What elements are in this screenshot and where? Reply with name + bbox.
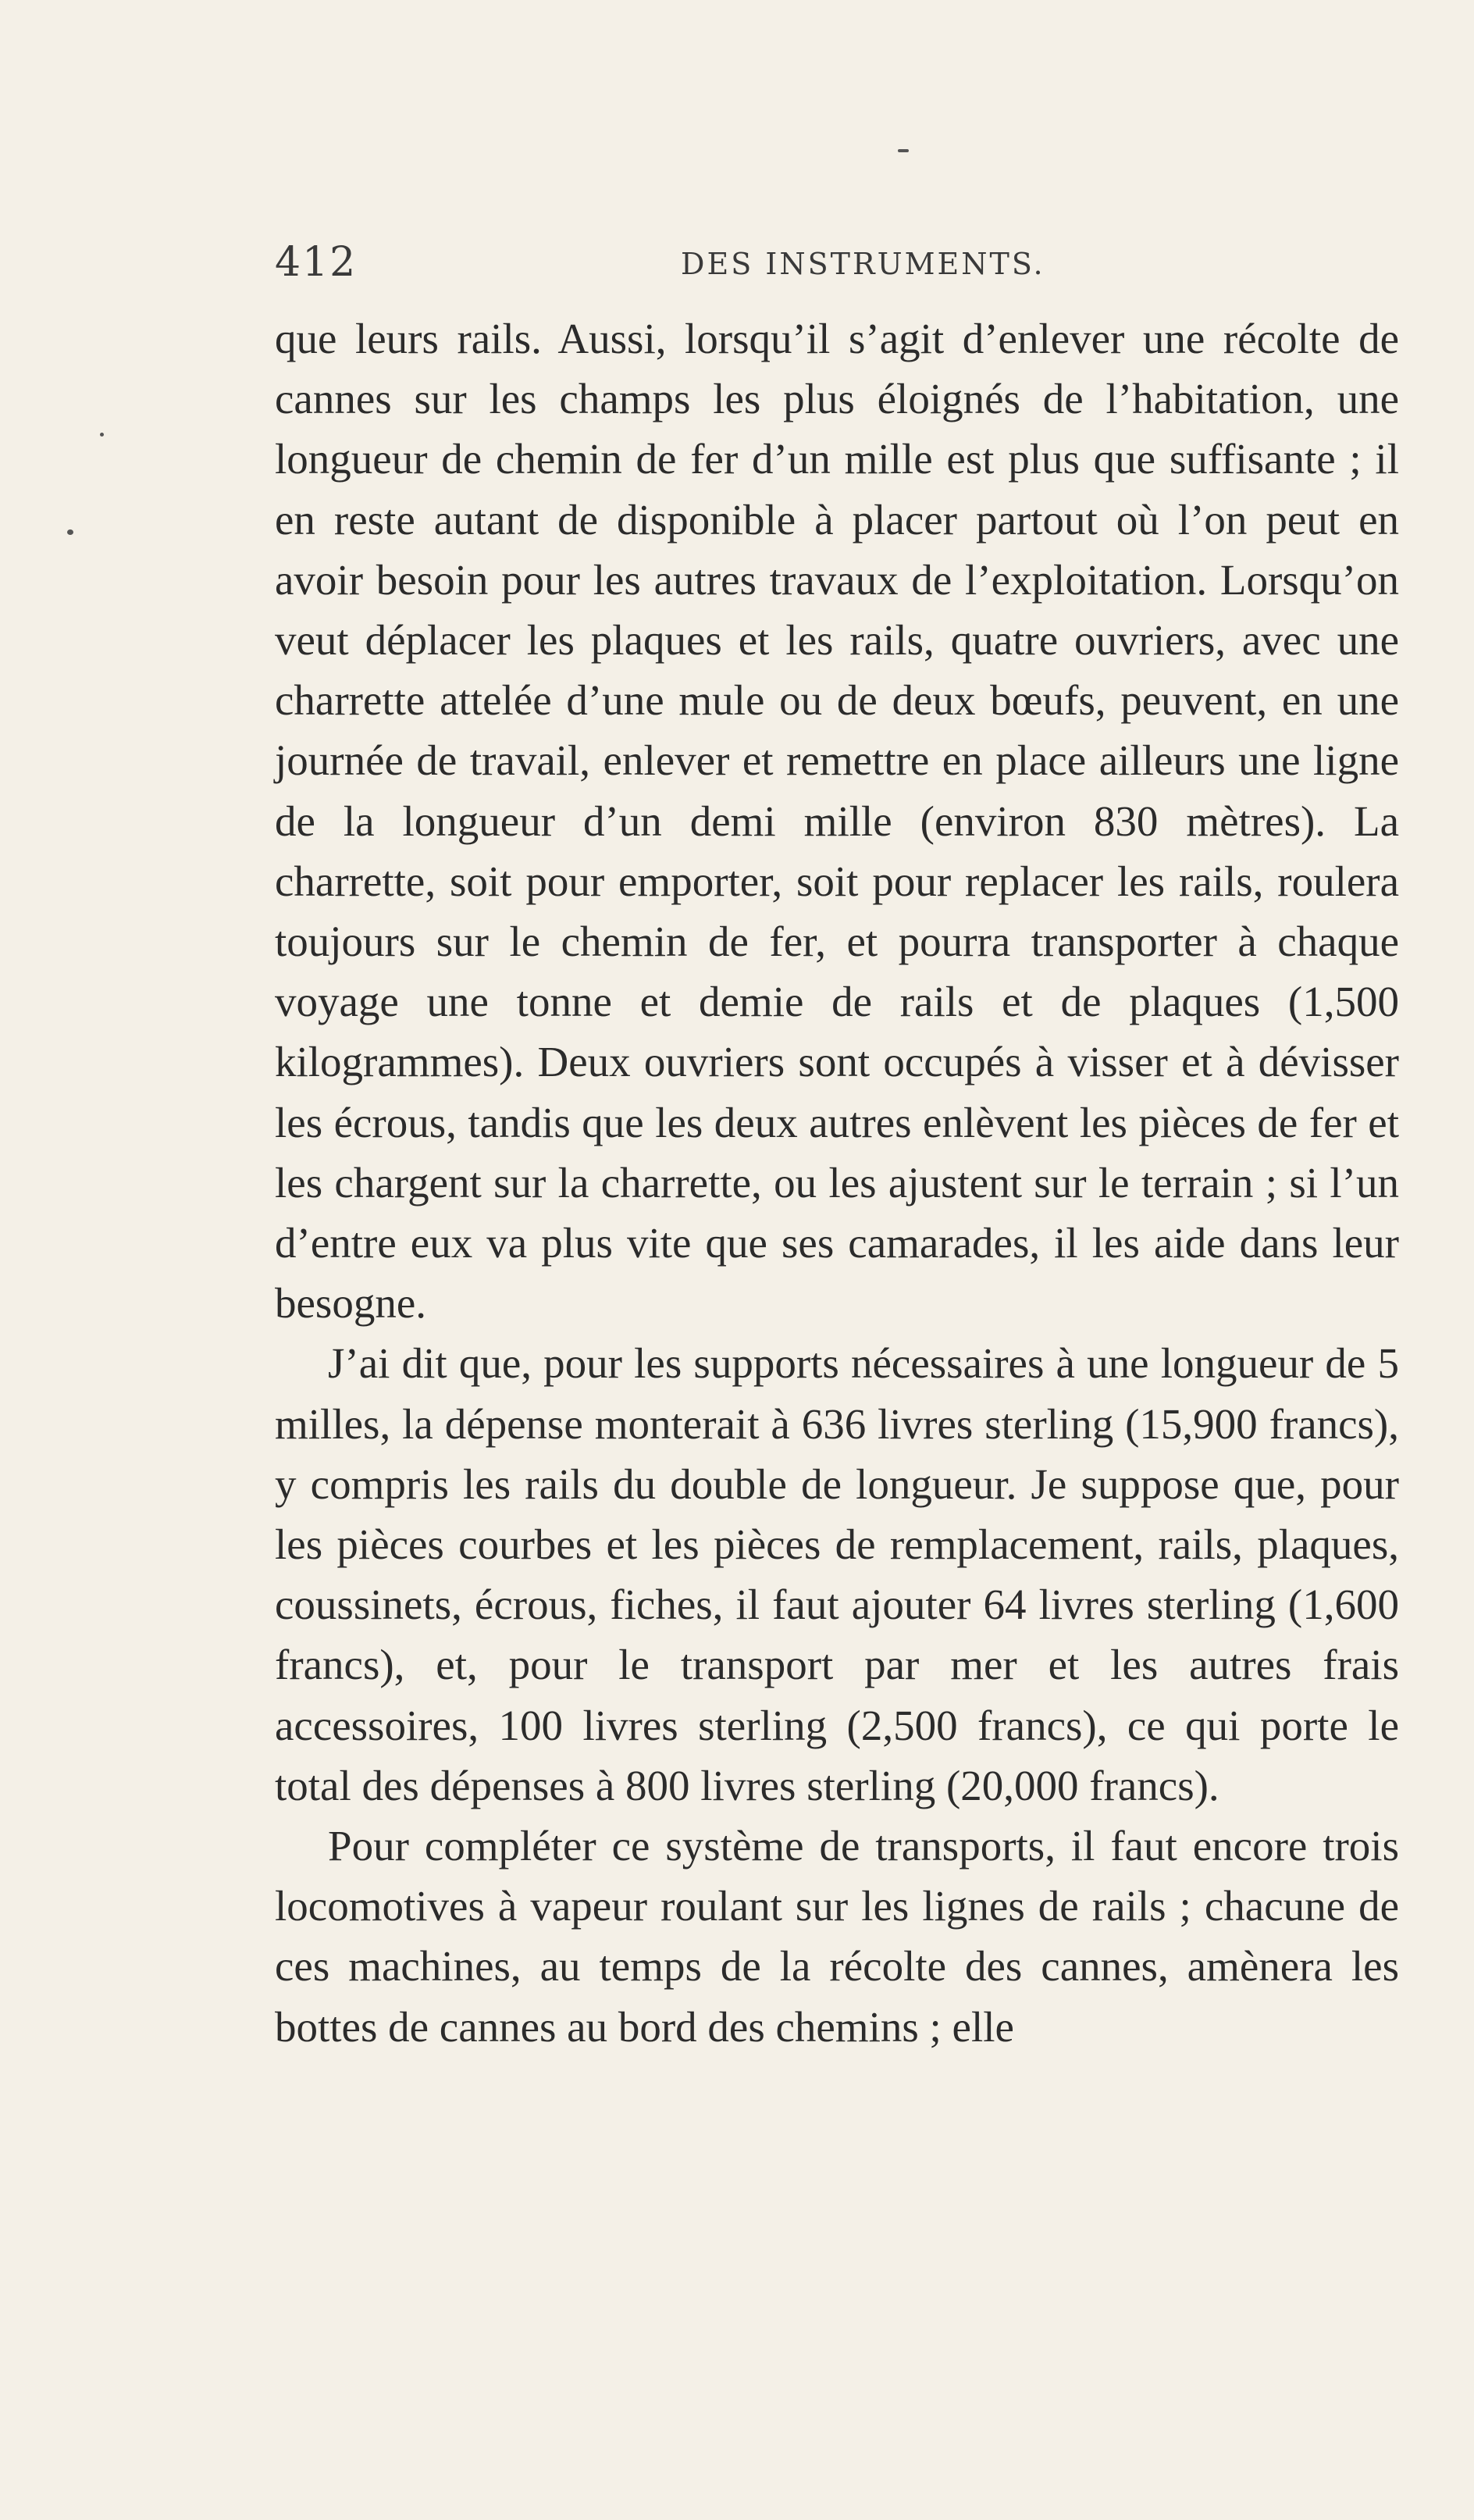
paragraph-locomotives: Pour compléter ce système de transports, il faut encore trois locomotives à vapeur roulant sur les lignes de rails ; chacune de ces machines, au temps de la récolte des cannes, amènera les bottes de cannes au bord des chemins ; elle	[275, 1822, 1399, 2051]
ink-speck	[898, 149, 909, 152]
running-head: DES INSTRUMENTS.	[681, 247, 1045, 281]
page-header	[275, 239, 1391, 294]
body-text	[275, 308, 1399, 2057]
paragraph-costs: J’ai dit que, pour les supports nécessaires à une longueur de 5 milles, la dépense monterait à 636 livres sterling (15,900 francs), y compris les rails du double de longueur. Je suppose que, pour les pièces courbes et les pièces de remplacement, rails, plaques, coussinets, écrous, fiches, il faut ajouter 64 livres sterling (1,600 francs), et, pour le transport par mer et les autres frais accessoires, 100 livres sterling (2,500 francs), ce qui porte le total des dépenses à 800 livres sterling (20,000 francs).	[275, 1339, 1399, 1809]
ink-speck	[67, 529, 73, 535]
page-number: 412	[275, 239, 358, 286]
ink-speck	[100, 433, 104, 437]
paragraph-continued: que leurs rails. Aussi, lorsqu’il s’agit d’enlever une récolte de cannes sur les champs les plus éloignés de l’habitation, une longueur de chemin de fer d’un mille est plus que suffisante ; il en reste autant de disponible à placer partout où l’on peut en avoir besoin pour les autres travaux de l’exploitation. Lorsqu’on veut déplacer les plaques et les rails, quatre ouvriers, avec une charrette attelée d’une mule ou de deux bœufs, peuvent, en une journée de travail, enlever et remettre en place ailleurs une ligne de la longueur d’un demi mille (environ 830 mètres). La charrette, soit pour emporter, soit pour replacer les rails, roulera toujours sur le chemin de fer, et pourra transporter à chaque voyage une tonne et demie de rails et de plaques (1,500 kilogrammes). Deux ouvriers sont occupés à visser et à dévisser les écrous, tandis que les deux autres enlèvent les pièces de fer et les chargent sur la charrette, ou les ajustent sur le terrain ; si l’un d’entre eux va plus vite que ses camarades, il les aide dans leur besogne.	[275, 315, 1399, 1328]
